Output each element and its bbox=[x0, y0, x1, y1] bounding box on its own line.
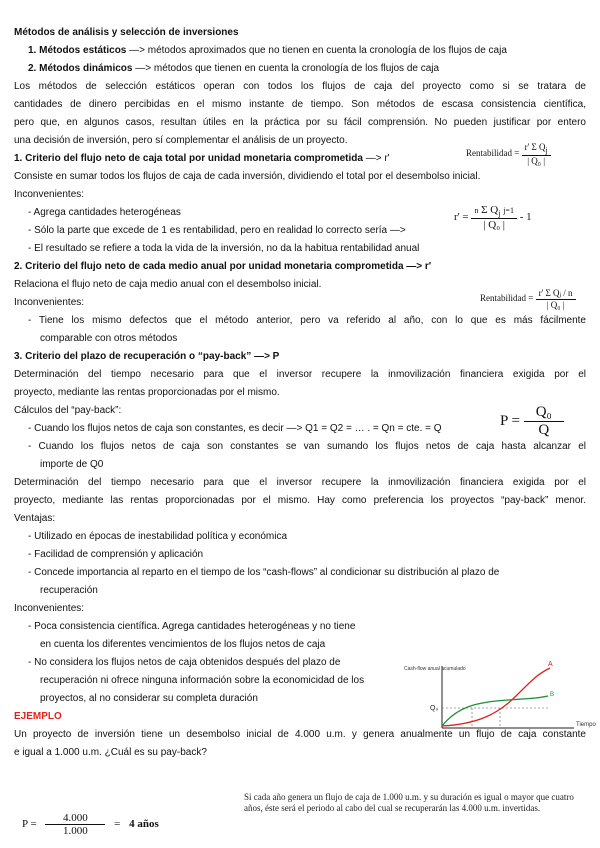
formula3-numerator bbox=[536, 288, 576, 300]
criterion1-desc: Consiste en sumar todos los flujos de caja de cada inversión, dividiendo el total por el desembolso inicial. bbox=[14, 171, 481, 182]
criterion1-corrected-formula bbox=[454, 204, 532, 231]
cashflow-graph bbox=[398, 656, 596, 736]
formula-sub: j bbox=[545, 145, 548, 155]
graph-curve-a-label: A bbox=[548, 661, 553, 668]
criterion2-rentability-formula bbox=[480, 288, 576, 310]
example-formula bbox=[22, 812, 159, 837]
criterion1-drawback-item: - Agrega cantidades heterogéneas bbox=[28, 207, 181, 218]
example-formula-denominator: 1.000 bbox=[63, 825, 88, 837]
advantage-item-cont: recuperación bbox=[40, 585, 98, 596]
formula2-upper-limit: n bbox=[474, 206, 479, 215]
formula3-top: r' bbox=[538, 288, 544, 298]
intro-paragraph-line: pero que, en algunos casos, resultan útiles en la práctica por su fácil comprensión. No pueden justificar por entero bbox=[14, 117, 586, 128]
example-result: 4 años bbox=[129, 818, 159, 831]
graph-curve-b-label: B bbox=[550, 692, 555, 698]
formula-label: Rentabilidad = bbox=[466, 147, 520, 158]
advantages-label: Ventajas: bbox=[14, 513, 56, 524]
disadvantage-item-cont: recuperación ni ofrece ninguna información sobre la economicidad de los bbox=[40, 675, 365, 686]
example-formula-fraction bbox=[45, 812, 105, 837]
advantage-item: - Concede importancia al reparto en el tiempo de los “cash-flows” al condicionar su distribución al plazo de bbox=[28, 567, 500, 578]
intro-paragraph-line: una decisión de inversión, pero sí complementar el análisis de un proyecto. bbox=[14, 135, 348, 146]
payback-calc-item: - Cuando los flujos netos de caja son constantes, es decir —> Q1 = Q2 = … . = Qn = cte. = Q bbox=[28, 423, 442, 434]
static-methods-label: 1. Métodos estáticos bbox=[28, 45, 127, 56]
advantage-item: - Facilidad de comprensión y aplicación bbox=[28, 549, 204, 560]
formula3-label: Rentabilidad = bbox=[480, 293, 534, 304]
formula2-lower-limit: j=1 bbox=[503, 206, 514, 215]
criterion2-heading-arrow: —> r' bbox=[403, 261, 432, 272]
formula2-numerator bbox=[471, 204, 517, 219]
criterion1-drawback-item: - El resultado se refiere a toda la vida de la inversión, no da la habitua rentabilidad anual bbox=[28, 243, 420, 254]
payback-calc-item-cont: importe de Q0 bbox=[40, 459, 104, 470]
example-formula-numerator: 4.000 bbox=[45, 812, 105, 825]
formula-fraction bbox=[522, 142, 551, 166]
criterion3-def2-line: Determinación del tiempo necesario para que el inversor recupere la inmovilización financiera exigida por el bbox=[14, 477, 586, 488]
example-line: Un proyecto de inversión tiene un desembolso inicial de 4.000 u.m. y genera anualmente un flujo de caja constante bbox=[14, 729, 586, 740]
static-methods-desc: —> métodos aproximados que no tienen en cuenta la cronología de los flujos de caja bbox=[126, 45, 507, 56]
dynamic-methods-label: 2. Métodos dinámicos bbox=[28, 63, 133, 74]
formula-numerator bbox=[522, 142, 551, 156]
criterion1-heading-arrow: —> r' bbox=[362, 153, 390, 164]
criterion2-drawback-item: - Tiene los mismo defectos que el método anterior, pero va referido al año, con lo que es más fácilmente bbox=[28, 315, 586, 326]
payback-formula bbox=[500, 404, 564, 439]
formula3-fraction bbox=[536, 288, 576, 310]
formula3-sum: Σ Qⱼ / n bbox=[545, 288, 573, 298]
criterion3-def2-line: proyecto, mediante las rentas proporcionadas por el mismo. Hay como preferencia los proyectos “pay-back” menor. bbox=[14, 495, 586, 506]
static-methods-line bbox=[14, 42, 586, 60]
formula3-denominator: | Q₀ | bbox=[546, 300, 565, 310]
formula-denominator: | Q₀ | bbox=[527, 155, 545, 166]
graph-xlabel: Tiempo bbox=[576, 722, 596, 728]
criterion3-heading: 3. Criterio del plazo de recuperación o “pay-back” —> P bbox=[14, 351, 280, 362]
graph-curve-a bbox=[442, 668, 550, 726]
page-title: Métodos de análisis y selección de inversiones bbox=[14, 27, 239, 38]
advantage-item: - Utilizado en épocas de inestabilidad política y económica bbox=[28, 531, 288, 542]
dynamic-methods-desc: —> métodos que tienen en cuenta la cronología de los flujos de caja bbox=[132, 63, 440, 74]
intro-paragraph-line: cantidades de dinero percibidas en el mismo instante de tiempo. Son métodos de escasa consistencia científica, bbox=[14, 99, 586, 110]
payback-formula-fraction bbox=[524, 404, 564, 439]
formula2-denominator: | Q₀ | bbox=[483, 219, 505, 232]
example-label: EJEMPLO bbox=[14, 711, 62, 722]
disadvantage-item-cont: proyectos, al no considerar su completa duración bbox=[40, 693, 258, 704]
dynamic-methods-line bbox=[14, 60, 586, 78]
criterion2-desc: Relaciona el flujo neto de caja medio anual con el desembolso inicial. bbox=[14, 279, 322, 290]
formula-top: r' bbox=[524, 142, 530, 152]
disadvantage-item: - Poca consistencia científica. Agrega cantidades heterogéneas y no tiene bbox=[28, 621, 356, 632]
formula2-sub: j bbox=[498, 209, 501, 219]
payback-formula-denominator: Q bbox=[538, 422, 550, 438]
criterion1-heading-text: 1. Criterio del flujo neto de caja total por unidad monetaria comprometida bbox=[14, 153, 363, 164]
example-note: Si cada año genera un flujo de caja de 1.000 u.m. y su duración es igual o mayor que cuatro años, éste será el periodo al cabo del cual se recuperarán las 4.000 u.m. invertidas. bbox=[244, 792, 574, 813]
formula2-minus-one: - 1 bbox=[519, 211, 532, 224]
document-page bbox=[14, 24, 586, 762]
example-line: e igual a 1.000 u.m. ¿Cuál es su pay-back? bbox=[14, 747, 207, 758]
criterion2-heading bbox=[14, 258, 586, 276]
formula2-lhs: r' = bbox=[454, 211, 469, 224]
formula2-fraction bbox=[471, 204, 517, 231]
formula-sum: Σ Q bbox=[531, 142, 546, 152]
disadvantage-item: - No considera los flujos netos de caja obtenidos después del plazo de bbox=[28, 657, 341, 668]
payback-calc-item: - Cuando los flujos netos de caja son constantes se van sumando los flujos netos de caja hasta alcanzar el bbox=[28, 441, 586, 452]
example-formula-lhs: P = bbox=[22, 818, 37, 831]
graph-ylabel: Cash-flow anual acumulado bbox=[404, 666, 466, 672]
example-formula-equals: = bbox=[114, 818, 121, 831]
formula2-sum: Σ Q bbox=[481, 204, 499, 216]
payback-formula-lhs: P = bbox=[500, 412, 520, 429]
criterion2-heading-text: 2. Criterio del flujo neto de cada medio anual por unidad monetaria comprometida bbox=[14, 261, 404, 272]
criterion3-def-line: Determinación del tiempo necesario para que el inversor recupere la inmovilización financiera exigida por el bbox=[14, 369, 586, 380]
criterion1-drawbacks-label: Inconvenientes: bbox=[14, 189, 85, 200]
criterion1-rentability-formula bbox=[466, 142, 551, 166]
graph-q0-label: Q₀ bbox=[430, 705, 439, 712]
disadvantages-label: Inconvenientes: bbox=[14, 603, 85, 614]
payback-calc-label: Cálculos del “pay-back”: bbox=[14, 405, 122, 416]
disadvantage-item-cont: en cuenta los diferentes vencimientos de los flujos netos de caja bbox=[40, 639, 326, 650]
payback-formula-numerator: Q₀ bbox=[524, 404, 564, 422]
intro-paragraph-line: Los métodos de selección estáticos operan con todos los flujos de caja del proyecto como si se tratara de bbox=[14, 81, 586, 92]
criterion2-drawback-item-cont: comparable con otros métodos bbox=[40, 333, 178, 344]
criterion3-def-line: proyecto, mediante las rentas proporcionadas por el mismo. bbox=[14, 387, 280, 398]
criterion1-drawback-item: - Sólo la parte que excede de 1 es rentabilidad, pero en realidad lo correcto sería —> bbox=[28, 225, 406, 236]
graph-curve-b bbox=[442, 696, 548, 726]
criterion2-drawbacks-label: Inconvenientes: bbox=[14, 297, 85, 308]
